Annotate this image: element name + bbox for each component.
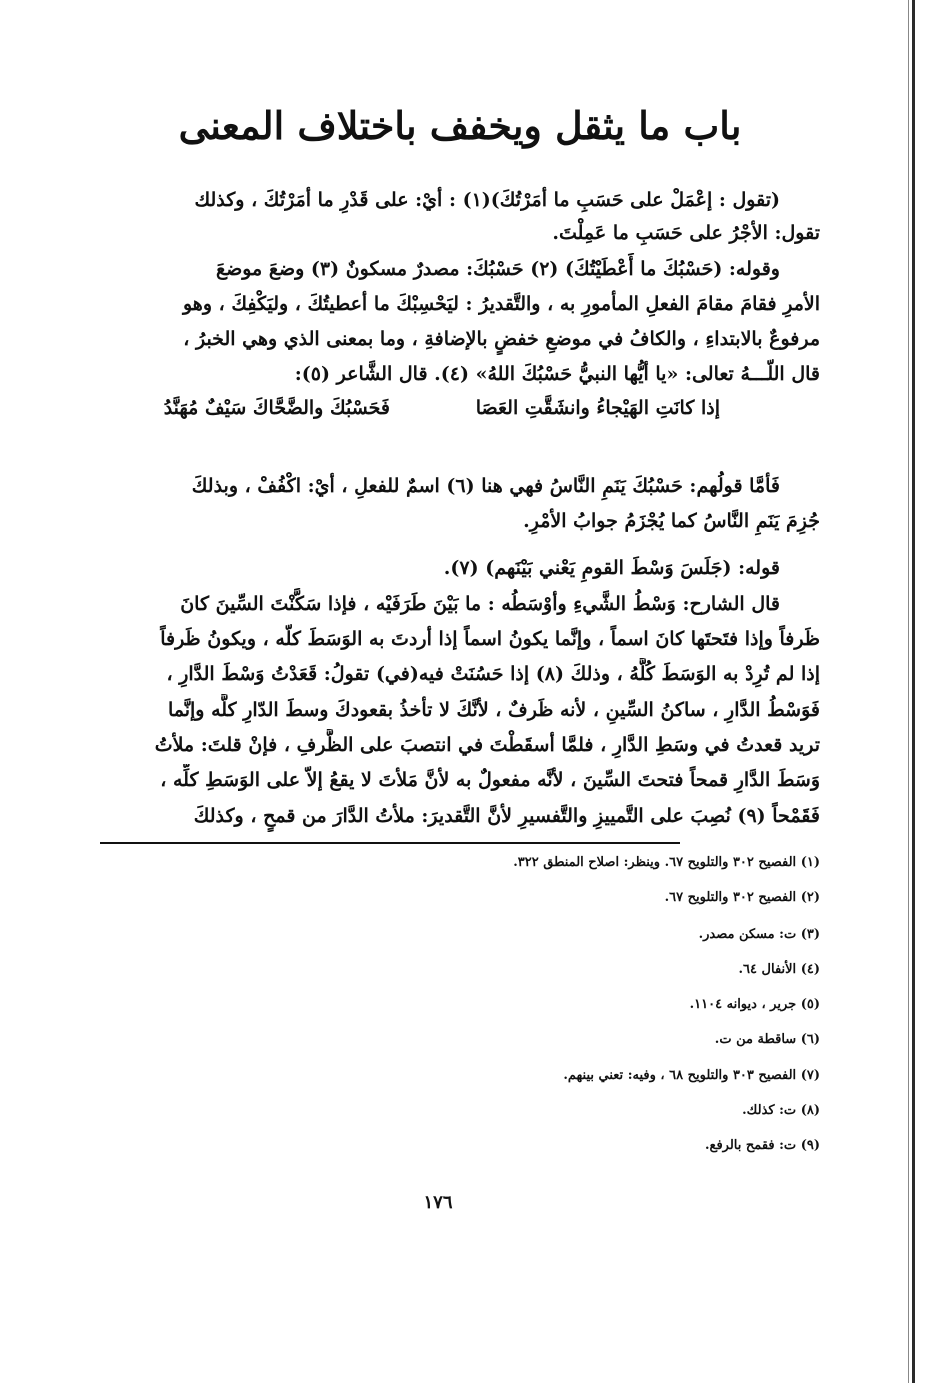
- text-line: قال اللّـــهُ تعالى: «يا أيُّها النبيُّ حَسْبُكَ اللهُ» (٤). قال الشَّاعر (٥):: [294, 363, 820, 385]
- footnote: (٢) الفصيح ٣٠٢ والتلويح ٦٧.: [664, 890, 820, 905]
- footnote: (٧) الفصيح ٣٠٣ والتلويح ٦٨ ، وفيه: تعني بينهم.: [563, 1068, 820, 1083]
- text-line: وقوله: (حَسْبُكَ ما أَعْطَيْتُكَ) (٢) حَسْبُكَ: مصدرٌ مسكونٌ (٣) وضعَ موضعَ: [215, 258, 780, 280]
- text-line: وَسَطَ الدَّارِ قمحاً فتحتَ السِّينَ ، لأنَّه مفعولٌ به لأنَّ مَلأتَ لا يقعُ إلاّ على الوَسَطِ كلِّه ،: [160, 769, 820, 791]
- page-edge: [912, 0, 915, 1383]
- text-line: تريد قعدتُ في وسَطِ الدَّارِ ، فلمَّا أسقَطْتَ في انتصبَ على الظَّرفِ ، فإنْ قلتَ: ملأتُ: [154, 734, 820, 756]
- text-line: فَقَمْحاً (٩) نُصِبَ على التَّمييزِ والتَّفسيرِ لأنَّ التَّقديرَ: ملأتُ الدَّارَ من قمحٍ ، وكذلكَ: [193, 805, 820, 827]
- footnote: (٣) ت: مسكن مصدر.: [698, 927, 820, 942]
- text-line: مرفوعٌ بالابتداءِ ، والكافُ في موضعِ خفضٍ بالإضافةِ ، وما بمعنى الذي وهي الخبرُ ،: [183, 328, 820, 350]
- text-line: قال الشارح: وَسْطُ الشَّيءِ وأوْسَطُه : ما بَيْنَ طَرَفَيْه ، فإذا سَكَّنْتَ السِّينَ كانَ: [180, 593, 780, 615]
- text-line: جُزِمَ يَنَمِ النَّاسُ كما يُجْزَمُ جوابُ الأمْرِ.: [523, 510, 820, 532]
- chapter-title: باب ما يثقل ويخفف باختلاف المعنى: [178, 103, 742, 148]
- text-line: ظَرفاً وإذا فتَحتَها كانَ اسماً ، وإنَّما يكونُ اسماً إذا أردتَ به الوَسَطَ كلّه ، ويكونُ ظَرفاً: [160, 628, 820, 650]
- page-edge-line: [908, 0, 909, 1383]
- page-content: [100, 0, 820, 1383]
- footnote: (٩) ت: فقمح بالرفع.: [705, 1138, 820, 1153]
- footnote-separator: [100, 842, 680, 844]
- footnote: (٥) جرير ، ديوانه ١١٠٤.: [689, 997, 820, 1012]
- text-line: فَوَسْطُ الدَّارِ ، ساكنُ السِّينِ ، لأنه ظَرفٌ ، لأنَّكَ لا تأخذُ بقعودكَ وسطَ الدّارِ كلَّه وإنَّما: [167, 699, 820, 721]
- text-line: تقول: الأجْرُ على حَسَبِ ما عَمِلْتَ.: [552, 222, 820, 244]
- footnote: (١) الفصيح ٣٠٢ والتلويح ٦٧. وينظر: اصلاح المنطق ٣٢٢.: [513, 855, 820, 870]
- footnote: (٦) ساقطة من ت.: [714, 1032, 820, 1047]
- text-line: قوله: (جَلَسَ وَسْطَ القومِ يَعْني بَيْنَهم) (٧).: [443, 557, 780, 579]
- verse-first-hemistich: إذا كانَتِ الهَيْجاءُ وانشَقَّتِ العَصَا: [475, 397, 720, 419]
- page-number: ١٧٦: [423, 1192, 453, 1213]
- text-line: (تقول : إعْمَلْ على حَسَبِ ما أمَرْتُكَ)(١) : أيْ: على قَدْرِ ما أمَرْتُكَ ، وكذلك: [194, 189, 780, 211]
- footnote: (٤) الأنفال ٦٤.: [738, 962, 820, 977]
- text-line: الأمرِ فقامَ مقامَ الفعلِ المأمورِ به ، والتَّقديرُ : ليَحْسِبْكَ ما أعطيتُكَ ، وليَكْفِكَ ، وهو: [182, 293, 820, 315]
- verse-second-hemistich: فَحَسْبُكَ والضَّحَّاكَ سَيْفٌ مُهَنَّدُ: [163, 397, 390, 419]
- text-line: فَأمَّا قولُهم: حَسْبُكَ يَنَمِ النَّاسُ فهي هنا (٦) اسمٌ للفعلِ ، أيْ: اكْفُفْ ، وبذلكَ: [191, 475, 780, 497]
- text-line: إذا لم تُرِدْ به الوَسَطَ كُلَّهُ ، وذلكَ (٨) إذا حَسُنَتْ فيه(في) تقولُ: قَعَدْتُ وَسْطَ الدَّارِ ،: [166, 663, 820, 685]
- footnote: (٨) ت: كذلك.: [742, 1103, 820, 1118]
